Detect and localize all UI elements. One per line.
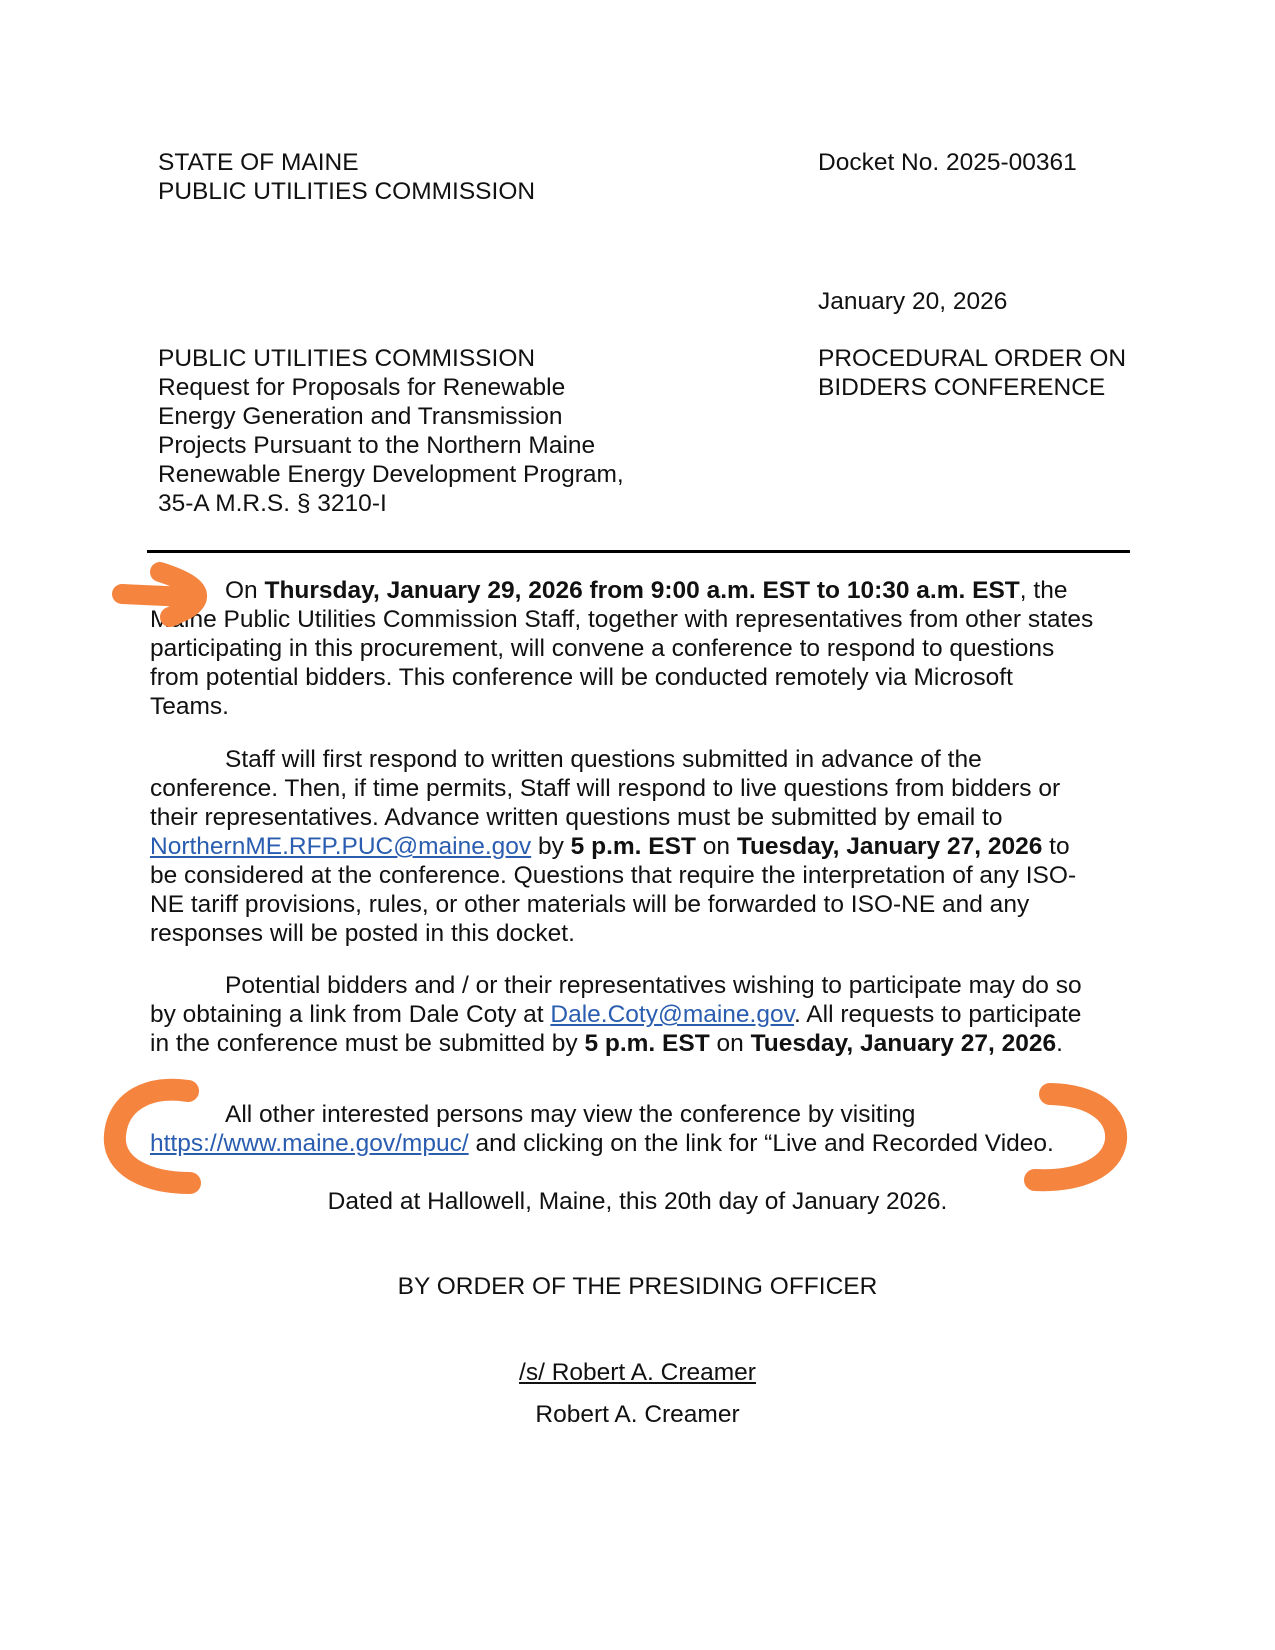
paragraph-participation: Potential bidders and / or their representatives wishing to participate may do so by obtaining a link from Dale Coty at Dale.Coty@maine.gov. All requests to participate in the conference must be submitted by 5 p.m. EST on Tuesday, January 27, 2026. — [150, 972, 1082, 1057]
case-caption — [158, 344, 624, 518]
horizontal-rule — [147, 550, 1130, 553]
by-order-line: BY ORDER OF THE PRESIDING OFFICER — [397, 1273, 878, 1300]
electronic-signature: /s/ Robert A. Creamer — [519, 1359, 756, 1386]
signer-name: Robert A. Creamer — [535, 1401, 740, 1428]
order-date: January 20, 2026 — [818, 288, 1008, 315]
paragraph-written-questions: Staff will first respond to written questions submitted in advance of the conference. Then, if time permits, Staff will respond to live questions from bidders or their representatives. Advance written questions must be submitted by email to NorthernME.RFP.PUC@maine.gov by 5 p.m. EST on Tuesday, January 27, 2026 to be considered at the conference. Questions that require the interpretation of any ISO- NE tariff provisions, rules, or other materials will be forwarded to ISO-NE and any responses will be posted in this docket. — [150, 746, 1077, 947]
caption-line: 35-A M.R.S. § 3210-I — [158, 490, 387, 517]
rfp-email-link[interactable]: NorthernME.RFP.PUC@maine.gov — [150, 833, 532, 860]
dale-coty-email-link[interactable]: Dale.Coty@maine.gov — [550, 1001, 795, 1028]
docket-number: Docket No. 2025-00361 — [818, 149, 1077, 176]
caption-line: PUBLIC UTILITIES COMMISSION — [158, 345, 536, 372]
conference-datetime: Thursday, January 29, 2026 from 9:00 a.m. EST to 10:30 a.m. EST — [264, 577, 1020, 604]
mpuc-website-link[interactable]: https://www.maine.gov/mpuc/ — [150, 1130, 469, 1157]
state-name: STATE OF MAINE — [158, 149, 359, 176]
caption-line: Projects Pursuant to the Northern Maine — [158, 432, 596, 459]
dated-line: Dated at Hallowell, Maine, this 20th day of January 2026. — [327, 1188, 948, 1215]
commission-name: PUBLIC UTILITIES COMMISSION — [158, 178, 536, 205]
caption-line: Request for Proposals for Renewable — [158, 374, 566, 401]
header-left — [158, 148, 535, 206]
order-title — [818, 344, 1126, 402]
caption-line: Renewable Energy Development Program, — [158, 461, 624, 488]
signature-block — [0, 1358, 1275, 1387]
paragraph-public-viewing: All other interested persons may view the conference by visiting https://www.maine.gov/mpuc/ and clicking on the link for “Live and Recorded Video. — [150, 1101, 1054, 1157]
caption-line: Energy Generation and Transmission — [158, 403, 563, 430]
order-title-line: PROCEDURAL ORDER ON — [818, 345, 1127, 372]
order-title-line: BIDDERS CONFERENCE — [818, 374, 1106, 401]
paragraph-conference-date: On Thursday, January 29, 2026 from 9:00 a.m. EST to 10:30 a.m. EST, the Maine Public Utilities Commission Staff, together with representatives from other states participating in this procurement, will convene a conference to respond to questions from potential bidders. This conference will be conducted remotely via Microsoft Teams. — [150, 577, 1094, 720]
